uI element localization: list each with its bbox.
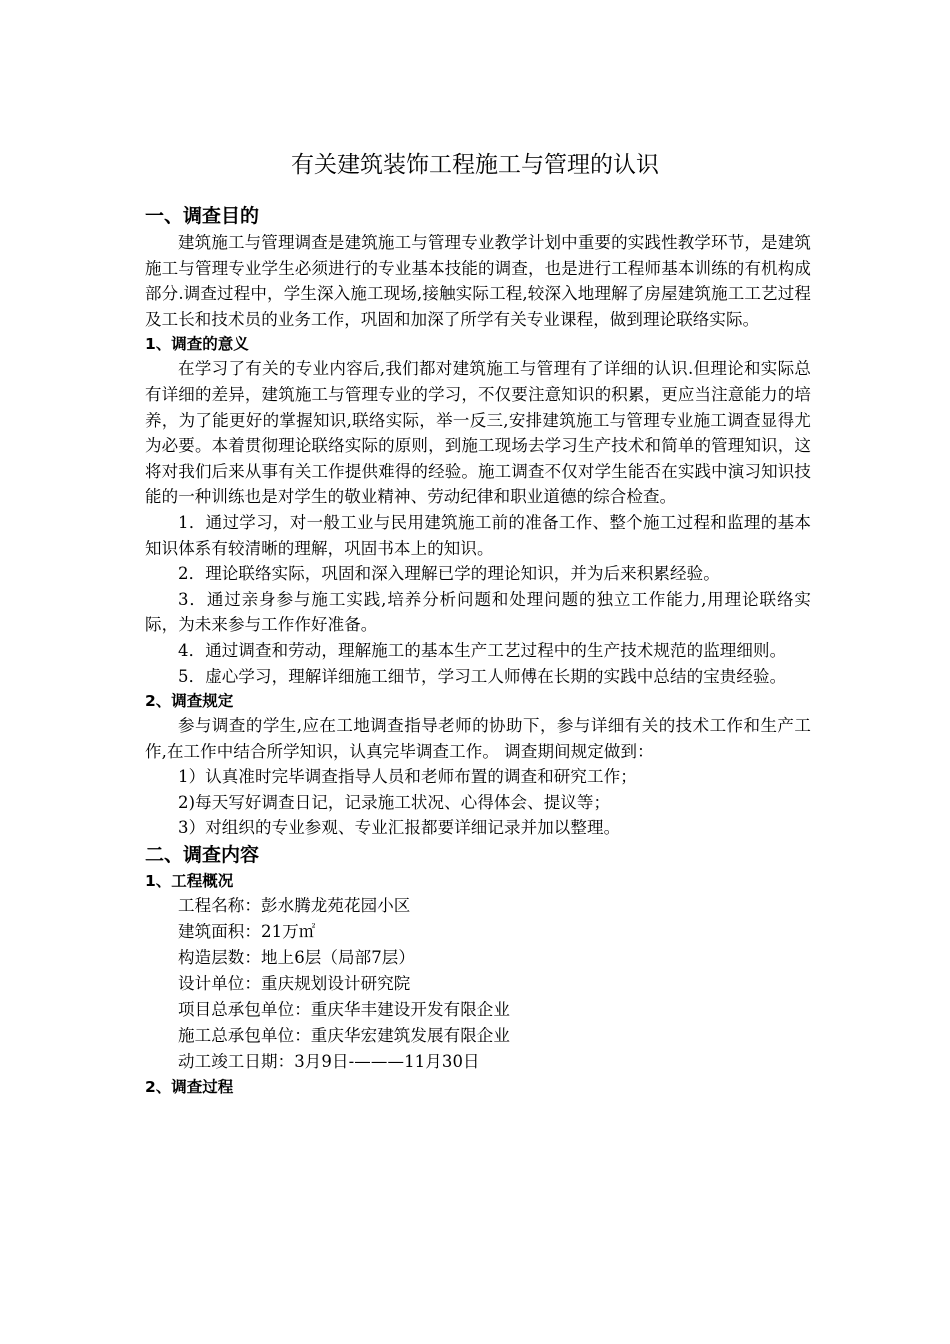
- subsection-heading-requirements: 2、调查规定: [145, 692, 234, 711]
- list-item: 3）对组织的专业参观、专业汇报都要详细记录并加以整理。: [178, 818, 621, 838]
- list-item: 4．通过调查和劳动，理解施工的基本生产工艺过程中的生产技术规范的监理细则。: [178, 640, 787, 660]
- info-line: 动工竣工日期：3月9日-———11月30日: [178, 1052, 480, 1072]
- paragraph: 建筑施工与管理调查是建筑施工与管理专业教学计划中重要的实践性教学环节，是建筑施工与管理专业学生必须进行的专业基本技能的调查，也是进行工程师基本训练的有机构成部分.调查过程中，学生深入施工现场,接触实际工程,较深入地理解了房屋建筑施工工艺过程及工长和技术员的业务工作，巩固和加深了所学有关专业课程，做到理论联络实际。: [145, 233, 811, 329]
- list-item: 2．理论联络实际，巩固和深入理解已学的理论知识，并为后来积累经验。: [178, 564, 720, 584]
- list-item: 1）认真准时完毕调查指导人员和老师布置的调查和研究工作；: [178, 767, 637, 787]
- list-item: 5．虚心学习，理解详细施工细节，学习工人师傅在长期的实践中总结的宝贵经验。: [178, 666, 787, 686]
- info-line: 建筑面积：21万㎡: [178, 922, 316, 942]
- info-line: 工程名称：彭水腾龙苑花园小区: [178, 896, 411, 916]
- info-line: 项目总承包单位：重庆华丰建设开发有限企业: [178, 1000, 510, 1020]
- document-body: [145, 202, 811, 1099]
- info-line: 施工总承包单位：重庆华宏建筑发展有限企业: [178, 1026, 510, 1046]
- subsection-heading-process: 2、调查过程: [145, 1078, 234, 1097]
- list-item: 1．通过学习，对一般工业与民用建筑施工前的准备工作、整个施工过程和监理的基本知识体系有较清晰的理解，巩固书本上的知识。: [145, 512, 811, 558]
- section-heading-purpose: 一、调查目的: [145, 205, 260, 227]
- paragraph: 在学习了有关的专业内容后,我们都对建筑施工与管理有了详细的认识.但理论和实际总有详细的差异，建筑施工与管理专业的学习，不仅要注意知识的积累，更应当注意能力的培养，为了能更好的掌握知识,联络实际，举一反三,安排建筑施工与管理专业施工调查显得尤为必要。本着贯彻理论联络实际的原则，到施工现场去学习生产技术和简单的管理知识，这将对我们后来从事有关工作提供难得的经验。施工调查不仅对学生能否在实践中演习知识技能的一种训练也是对学生的敬业精神、劳动纪律和职业道德的综合检查。: [145, 359, 811, 507]
- subsection-heading-significance: 1、调查的意义: [145, 335, 249, 354]
- info-line: 设计单位：重庆规划设计研究院: [178, 974, 411, 994]
- paragraph: 参与调查的学生,应在工地调查指导老师的协助下，参与详细有关的技术工作和生产工作,在工作中结合所学知识，认真完毕调查工作。 调查期间规定做到：: [145, 716, 811, 761]
- list-item: 2)每天写好调查日记，记录施工状况、心得体会、提议等；: [178, 792, 611, 812]
- info-line: 构造层数：地上6层（局部7层）: [178, 948, 415, 968]
- subsection-heading-overview: 1、工程概况: [145, 872, 234, 891]
- document-title: 有关建筑装饰工程施工与管理的认识: [291, 152, 659, 178]
- list-item: 3．通过亲身参与施工实践,培养分析问题和处理问题的独立工作能力,用理论联络实际，为未来参与工作作好准备。: [145, 589, 811, 635]
- section-heading-content: 二、调查内容: [145, 844, 260, 867]
